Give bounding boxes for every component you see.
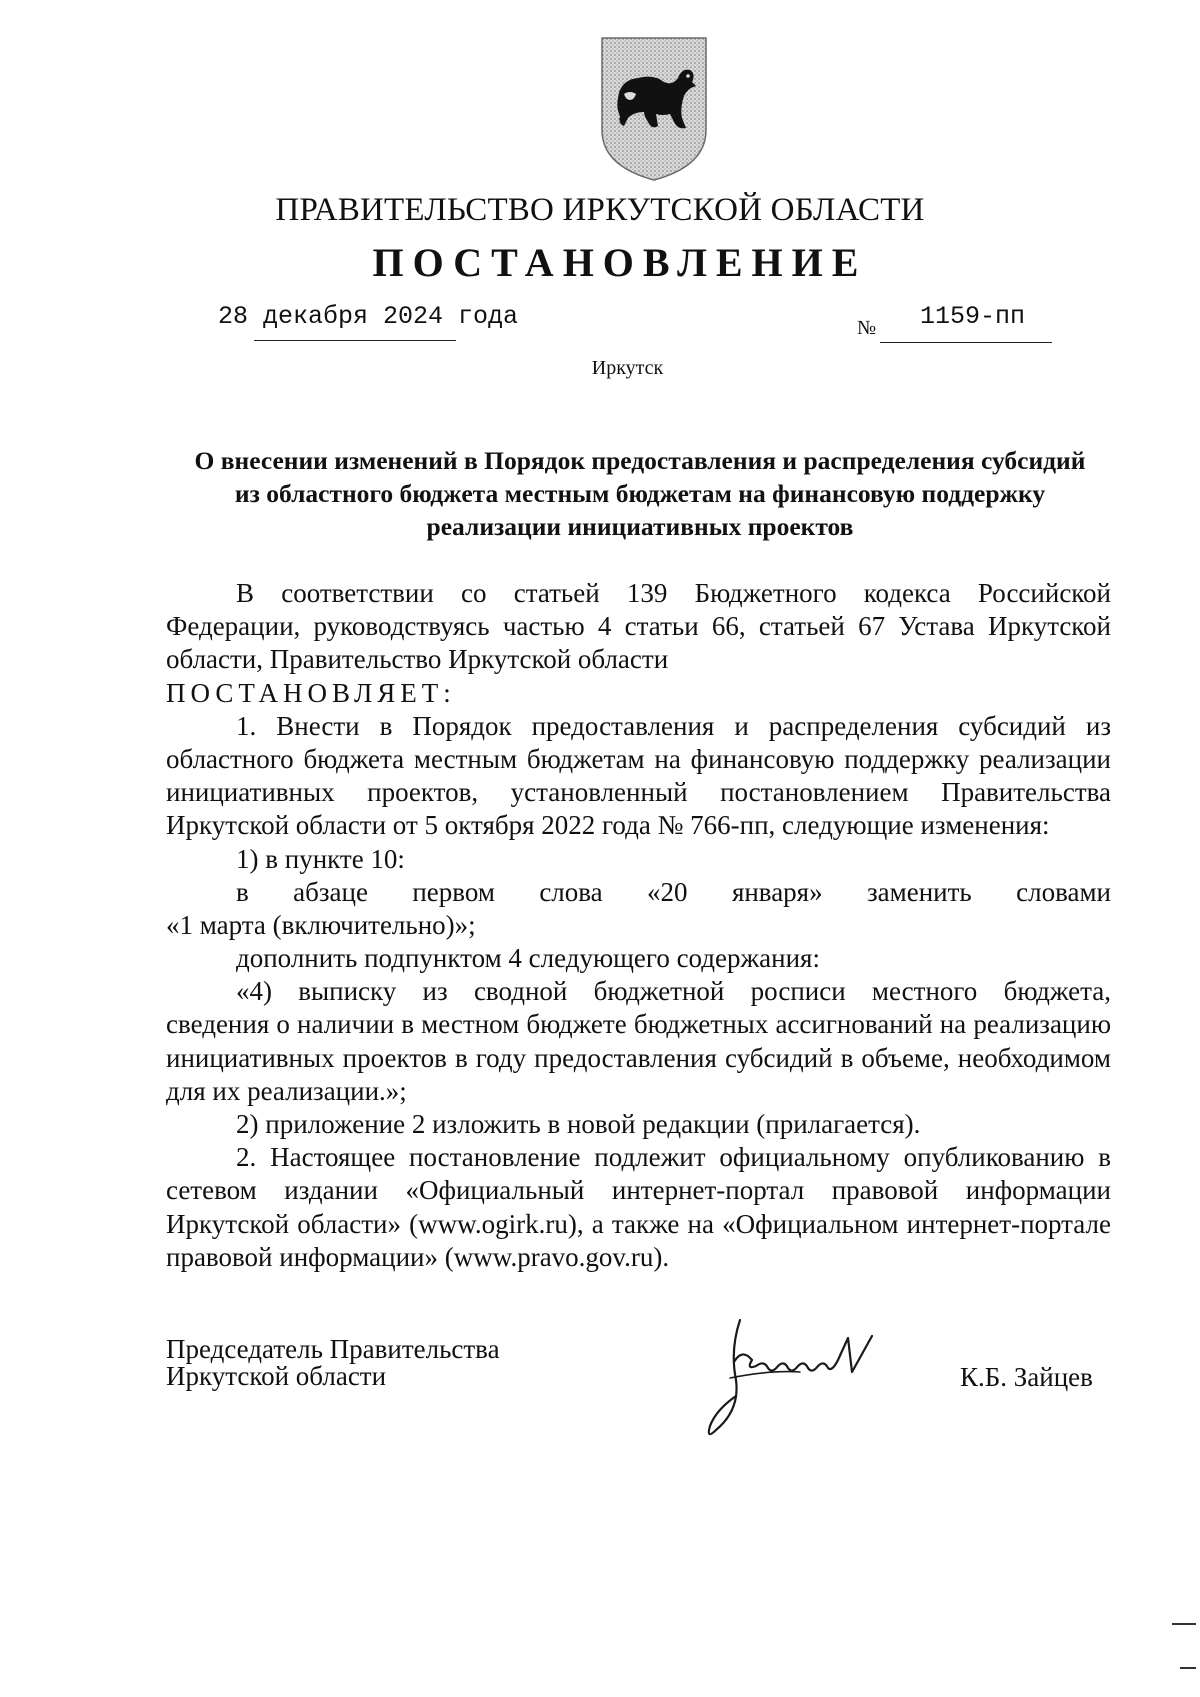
signer-name: К.Б. Зайцев <box>960 1362 1093 1392</box>
signer-position-line: Иркутской области <box>166 1361 387 1391</box>
document-title <box>160 444 1120 543</box>
body-line: 2. Настоящее постановление подлежит официальному опубликованию в <box>236 1142 1111 1173</box>
body-line: инициативных проектов, установленный постановлением Правительства <box>166 777 1111 808</box>
body-line: В соответствии со статьей 139 Бюджетного кодекса Российской <box>236 578 1111 608</box>
body-line: «1 марта (включительно)»; <box>166 909 476 940</box>
body-line: области, Правительство Иркутской области <box>166 644 669 675</box>
body-line: правовой информации» (www.pravo.gov.ru). <box>166 1241 670 1272</box>
date-underline <box>254 340 456 341</box>
body-line: 2) приложение 2 изложить в новой редакции (прилагается). <box>236 1109 921 1139</box>
document-city: Иркутск <box>591 357 664 379</box>
body-line: Федерации, руководствуясь частью 4 статьи 66, статьей 67 Устава Иркутской <box>166 611 1111 642</box>
body-line-resolves: ПОСТАНОВЛЯЕТ: <box>166 677 456 708</box>
scan-edge-mark <box>1170 1616 1198 1676</box>
number-sign: № <box>857 317 877 339</box>
body-line: сетевом издании «Официальный интернет-портал правовой информации <box>166 1175 1111 1206</box>
body-line: «4) выписку из сводной бюджетной росписи местного бюджета, <box>236 976 1111 1007</box>
document-type: ПОСТАНОВЛЕНИЕ <box>372 240 868 285</box>
title-line: из областного бюджета местным бюджетам на финансовую поддержку <box>234 479 1046 508</box>
body-line: дополнить подпунктом 4 следующего содержания: <box>236 943 820 974</box>
body-line: областного бюджета местным бюджетам на финансовую поддержку реализации <box>166 743 1111 774</box>
handwritten-signature <box>700 1300 930 1450</box>
document-date: 28 декабря 2024 года <box>218 302 519 331</box>
organization-name: ПРАВИТЕЛЬСТВО ИРКУТСКОЙ ОБЛАСТИ <box>275 192 925 228</box>
body-line: Иркутской области» (www.ogirk.ru), а также на «Официальном интернет-портале <box>166 1208 1111 1239</box>
title-line: О внесении изменений в Порядок предоставления и распределения субсидий <box>194 446 1086 475</box>
document-body <box>166 577 1111 1274</box>
body-line: 1. Внести в Порядок предоставления и распределения субсидий из <box>236 710 1111 741</box>
body-line: 1) в пункте 10: <box>236 843 405 874</box>
number-underline <box>880 342 1052 343</box>
irkutsk-coat-of-arms-icon <box>598 34 710 184</box>
body-line: Иркутской области от 5 октября 2022 года № 766-пп, следующие изменения: <box>166 810 1050 841</box>
body-line: инициативных проектов в году предоставления субсидий в объеме, необходимом <box>166 1042 1111 1073</box>
signer-position-line: Председатель Правительства <box>166 1334 500 1364</box>
title-line: реализации инициативных проектов <box>426 512 854 541</box>
body-line: для их реализации.»; <box>166 1075 407 1106</box>
document-number: 1159-пп <box>920 302 1026 331</box>
signer-position <box>166 1336 500 1390</box>
body-line: сведения о наличии в местном бюджете бюджетных ассигнований на реализацию <box>166 1009 1111 1040</box>
body-line: в абзаце первом слова «20 января» заменить словами <box>236 876 1111 907</box>
